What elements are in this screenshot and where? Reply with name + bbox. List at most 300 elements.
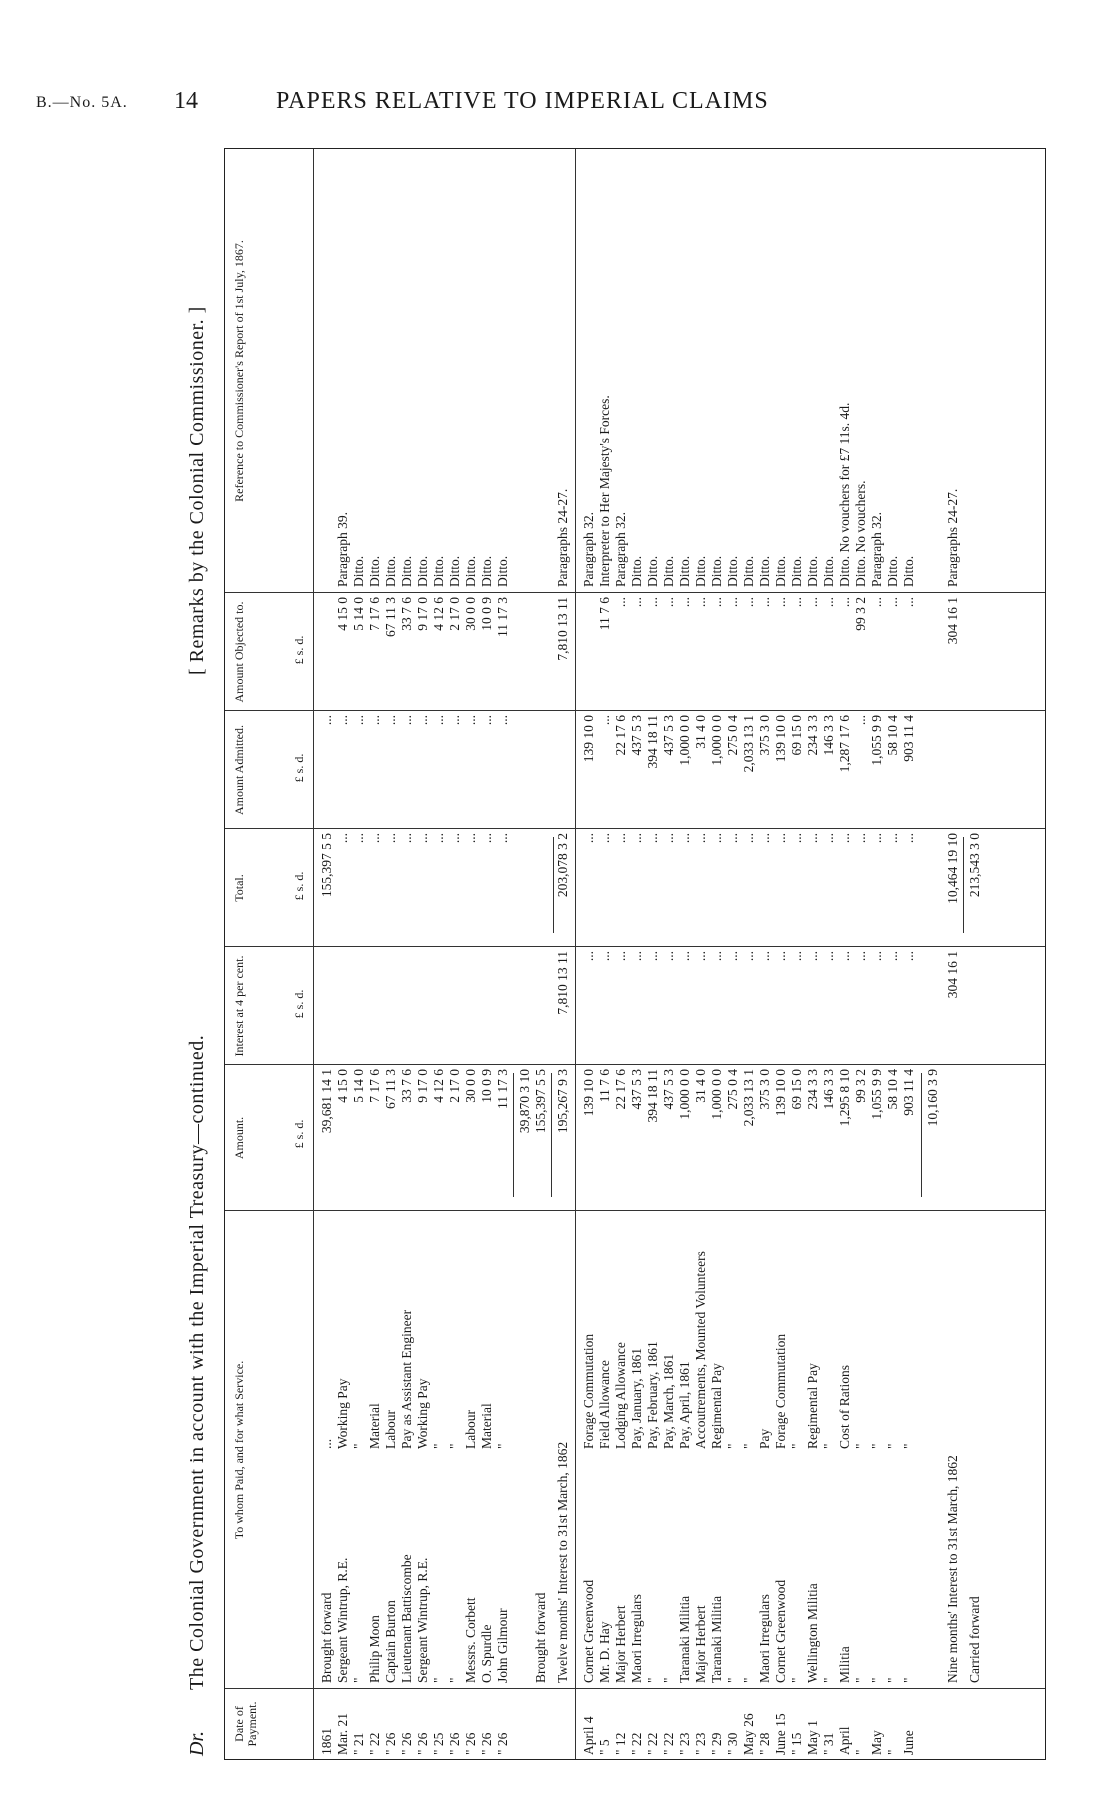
admitted-value: ... [383, 715, 398, 726]
payment-date: " 26 [399, 1732, 414, 1755]
payee: " [741, 1677, 756, 1683]
header-date: Date of Payment. [232, 1701, 259, 1747]
admitted-value: 234 3 3 [805, 715, 820, 756]
payee: Lieutenant Battiscombe [399, 1554, 414, 1683]
lsd-admitted: £ s. d. [292, 753, 306, 783]
payee: " [725, 1677, 740, 1683]
service: Working Pay [335, 1378, 350, 1449]
payment-date: " 26 [463, 1732, 478, 1755]
column-rule [225, 1064, 1045, 1065]
amount-value: 1,000 0 0 [677, 1069, 692, 1120]
subtotal-rule [513, 1073, 514, 1197]
reference-text: Ditto. [447, 555, 462, 587]
admitted-value: 1,055 9 9 [869, 715, 884, 766]
service: Material [479, 1403, 494, 1449]
service: " [901, 1443, 916, 1449]
amount-value: 31 4 0 [693, 1069, 708, 1103]
amount-value: 11 17 3 [495, 1069, 510, 1109]
total-rule [553, 837, 554, 933]
interest-value: ... [725, 951, 740, 962]
payee: Sergeant Wintrup, R.E. [415, 1557, 430, 1683]
payee: " [869, 1677, 884, 1683]
payee: Maori Irregulars [757, 1594, 772, 1683]
reference-text [319, 151, 335, 587]
objected-value: ... [693, 597, 708, 608]
admitted-value: 1,000 0 0 [677, 715, 692, 766]
interest-value: ... [901, 951, 916, 962]
service: Labour [463, 1410, 478, 1449]
objected-value: ... [789, 597, 804, 608]
objected-value: 4 15 0 [335, 597, 350, 631]
reference-text: Ditto. No vouchers. [853, 480, 868, 587]
payee: O. Spurdle [479, 1624, 494, 1683]
payee: Cornet Greenwood [581, 1579, 596, 1683]
section-rule [575, 149, 576, 1759]
subtotal-value: 195,267 9 3 [555, 1069, 570, 1134]
objected-value: 9 17 0 [415, 597, 430, 631]
header-interest: Interest at 4 per cent. [232, 955, 246, 1057]
objected-value: ... [613, 597, 628, 608]
interest-value: ... [773, 951, 788, 962]
payee: Major Herbert [613, 1605, 628, 1683]
payment-date: " 22 [629, 1732, 644, 1755]
interest-value: ... [661, 951, 676, 962]
service: " [741, 1443, 756, 1449]
total-value: ... [431, 833, 446, 844]
payee: " [661, 1677, 676, 1683]
reference-text: Ditto. [709, 555, 724, 587]
objected-value: 99 3 2 [853, 597, 868, 631]
payment-date: " 26 [383, 1732, 398, 1755]
interest-value: ... [821, 951, 836, 962]
lsd-interest: £ s. d. [292, 989, 306, 1019]
admitted-value: 31 4 0 [693, 715, 708, 749]
reference-text: Paragraphs 24-27. [945, 488, 960, 587]
objected-value: 4 12 6 [431, 597, 446, 631]
interest-value: ... [677, 951, 692, 962]
reference-text: Paragraph 39. [335, 512, 350, 587]
reference-text: Ditto. [757, 555, 772, 587]
reference-text: Ditto. [725, 555, 740, 587]
total-value: ... [335, 833, 350, 844]
payee: " [789, 1677, 804, 1683]
amount-value: 146 3 3 [821, 1069, 836, 1110]
objected-value: 304 16 1 [945, 597, 960, 645]
objected-value: 67 11 3 [383, 597, 398, 637]
interest-label: Nine months' Interest to 31st March, 1862 [945, 1455, 960, 1683]
total-value: ... [725, 833, 740, 844]
reference-text: Paragraph 32. [581, 512, 596, 587]
total-value: ... [901, 833, 916, 844]
interest-value: ... [629, 951, 644, 962]
total-value: 155,397 5 5 [319, 833, 334, 898]
amount-value: 139 10 0 [581, 1069, 596, 1117]
amount-value: 2,033 13 1 [741, 1069, 756, 1127]
objected-value: ... [677, 597, 692, 608]
header-rule [313, 149, 314, 1759]
amount-value: 2 17 0 [447, 1069, 462, 1103]
reference-text: Paragraph 32. [613, 512, 628, 587]
admitted-value: 394 18 11 [645, 715, 660, 769]
objected-value [319, 597, 335, 707]
amount-value: 9 17 0 [415, 1069, 430, 1103]
ledger-caption [180, 150, 216, 1760]
payment-date: " 26 [495, 1732, 510, 1755]
header-amount: Amount. [232, 1116, 246, 1160]
objected-value [581, 597, 597, 707]
service: Forage Commutation [773, 1333, 788, 1449]
payment-date: 1861 [319, 1728, 334, 1755]
amount-value: 1,055 9 9 [869, 1069, 884, 1120]
admitted-value: 375 3 0 [757, 715, 772, 756]
amount-value: 1,000 0 0 [709, 1069, 724, 1120]
objected-value: ... [709, 597, 724, 608]
objected-value: ... [741, 597, 756, 608]
objected-value: 10 0 9 [479, 597, 494, 631]
interest-value: ... [709, 951, 724, 962]
amount-value: 58 10 4 [885, 1069, 900, 1110]
admitted-value: 2,033 13 1 [741, 715, 756, 773]
total-rule [963, 837, 964, 933]
payment-date: " 12 [613, 1732, 628, 1755]
admitted-value: 139 10 0 [773, 715, 788, 763]
reference-text: Paragraph 32. [869, 512, 884, 587]
payment-date: April 4 [581, 1716, 596, 1755]
header-admitted: Amount Admitted. [232, 725, 246, 815]
total-value: ... [447, 833, 462, 844]
reference-text: Ditto. [383, 555, 398, 587]
lsd-objected: £ s. d. [292, 635, 306, 665]
payment-date: " 22 [645, 1732, 660, 1755]
reference-text: Ditto. [901, 555, 916, 587]
payee: Maori Irregulars [629, 1594, 644, 1683]
reference-text: Ditto. No vouchers for £7 11s. 4d. [837, 402, 852, 587]
amount-value: 99 3 2 [853, 1069, 868, 1103]
amount-value: 69 15 0 [789, 1069, 804, 1110]
payment-date: " 29 [709, 1732, 724, 1755]
total-value: ... [741, 833, 756, 844]
amount-value: 139 10 0 [773, 1069, 788, 1117]
reference-text: Ditto. [645, 555, 660, 587]
interest-value: 7,810 13 11 [555, 951, 570, 1015]
total-value: ... [837, 833, 852, 844]
reference-text: Ditto. [495, 555, 510, 587]
brought-forward-label: Brought forward [533, 1592, 548, 1683]
service: " [885, 1443, 900, 1449]
total-value: ... [399, 833, 414, 844]
total-value: ... [709, 833, 724, 844]
lsd-total: £ s. d. [292, 871, 306, 901]
admitted-value: ... [447, 715, 462, 726]
admitted-value: 22 17 6 [613, 715, 628, 756]
document-reference: B.—No. 5A. [36, 94, 128, 111]
service: Pay, January, 1861 [629, 1348, 644, 1449]
payment-date: May 1 [805, 1720, 820, 1755]
service: Pay as Assistant Engineer [399, 1309, 414, 1449]
column-rule [225, 828, 1045, 829]
admitted-value: 58 10 4 [885, 715, 900, 756]
payee: Taranaki Militia [709, 1595, 724, 1683]
payee: " [431, 1677, 446, 1683]
admitted-value: 437 5 3 [629, 715, 644, 756]
service: Regimental Pay [709, 1363, 724, 1449]
admitted-value: ... [335, 715, 350, 726]
amount-value: 4 12 6 [431, 1069, 446, 1103]
objected-value: ... [661, 597, 676, 608]
admitted-value: ... [597, 715, 612, 726]
service: Labour [383, 1410, 398, 1449]
interest-value: ... [613, 951, 628, 962]
account-caption: The Colonial Government in account with the Imperial Treasury—continued. [186, 1034, 208, 1690]
payee: " [645, 1677, 660, 1683]
carried-forward-label: Carried forward [967, 1596, 982, 1683]
payment-date: " [885, 1749, 900, 1755]
payee: Philip Moon [367, 1615, 382, 1683]
reference-text: Ditto. [661, 555, 676, 587]
payment-date: " 23 [693, 1732, 708, 1755]
total-value: ... [885, 833, 900, 844]
payee: Wellington Militia [805, 1583, 820, 1683]
interest-value: 304 16 1 [945, 951, 960, 999]
reference-text: Ditto. [789, 555, 804, 587]
interest-value: ... [757, 951, 772, 962]
reference-text: Ditto. [399, 555, 414, 587]
payment-date: " 25 [431, 1732, 446, 1755]
amount-value: 67 11 3 [383, 1069, 398, 1109]
admitted-value: 139 10 0 [581, 715, 596, 763]
service: " [853, 1443, 868, 1449]
payee: Brought forward [319, 1592, 334, 1683]
reference-text: Ditto. [805, 555, 820, 587]
amount-value: 30 0 0 [463, 1069, 478, 1103]
payee: Taranaki Militia [677, 1595, 692, 1683]
payee: Cornet Greenwood [773, 1579, 788, 1683]
service: " [725, 1443, 740, 1449]
service: " [869, 1443, 884, 1449]
admitted-value: ... [479, 715, 494, 726]
total-value: ... [645, 833, 660, 844]
total-value: ... [789, 833, 804, 844]
service: Pay, April, 1861 [677, 1361, 692, 1449]
interest-value: ... [805, 951, 820, 962]
objected-value: 11 17 3 [495, 597, 510, 637]
payment-date: April [837, 1726, 852, 1755]
remarks-caption: [ Remarks by the Colonial Commissioner. ] [186, 306, 208, 675]
amount-value: 22 17 6 [613, 1069, 628, 1110]
objected-value: ... [725, 597, 740, 608]
objected-value: 2 17 0 [447, 597, 462, 631]
service: " [821, 1443, 836, 1449]
payee: Mr. D. Hay [597, 1621, 612, 1683]
header-reference: Reference to Commissioner's Report of 1st July, 1867. [232, 240, 246, 502]
interest-value: ... [741, 951, 756, 962]
amount-value: 11 7 6 [597, 1069, 612, 1103]
interest-value: ... [581, 951, 596, 962]
reference-text: Ditto. [351, 555, 366, 587]
amount-value: 4 15 0 [335, 1069, 350, 1103]
payment-date: May 26 [741, 1713, 756, 1755]
payment-date: " 23 [677, 1732, 692, 1755]
reference-text: Ditto. [693, 555, 708, 587]
admitted-value: 1,000 0 0 [709, 715, 724, 766]
admitted-value: ... [463, 715, 478, 726]
objected-value: 7 17 6 [367, 597, 382, 631]
total-value: ... [821, 833, 836, 844]
admitted-value: ... [399, 715, 414, 726]
column-rule [225, 592, 1045, 593]
payment-date: June [901, 1730, 916, 1755]
payment-date: " 26 [479, 1732, 494, 1755]
brought-forward-value: 155,397 5 5 [533, 1069, 548, 1134]
interest-label: Twelve months' Interest to 31st March, 1862 [555, 1441, 570, 1683]
payee: " [447, 1677, 462, 1683]
objected-value: ... [901, 597, 916, 608]
admitted-value: ... [367, 715, 382, 726]
total-value: ... [869, 833, 884, 844]
objected-value: 30 0 0 [463, 597, 478, 631]
amount-value: 375 3 0 [757, 1069, 772, 1110]
reference-text: Ditto. [415, 555, 430, 587]
payment-date: June 15 [773, 1713, 788, 1755]
total-value: 203,078 3 2 [555, 833, 570, 898]
service: Regimental Pay [805, 1363, 820, 1449]
amount-value: 275 0 4 [725, 1069, 740, 1110]
carried-forward-value: 213,543 3 0 [967, 833, 982, 898]
payment-date: " 5 [597, 1739, 612, 1755]
payee: " [821, 1677, 836, 1683]
service: " [495, 1443, 510, 1449]
total-value: ... [495, 833, 510, 844]
payment-date: " 30 [725, 1732, 740, 1755]
total-value: ... [629, 833, 644, 844]
total-value: ... [613, 833, 628, 844]
header-objected: Amount Objected to. [232, 601, 246, 703]
interest-value: ... [869, 951, 884, 962]
interest-value: ... [693, 951, 708, 962]
admitted-value: ... [431, 715, 446, 726]
total-value: ... [597, 833, 612, 844]
total-value: ... [415, 833, 430, 844]
admitted-value: 275 0 4 [725, 715, 740, 756]
reference-text: Ditto. [431, 555, 446, 587]
amount-value: 903 11 4 [901, 1069, 916, 1116]
admitted-value: 437 5 3 [661, 715, 676, 756]
payment-date: " [853, 1749, 868, 1755]
objected-value: ... [885, 597, 900, 608]
interest-value: ... [789, 951, 804, 962]
total-value: ... [463, 833, 478, 844]
objected-value: 7,810 13 11 [555, 597, 570, 661]
service: " [447, 1443, 462, 1449]
amount-value: 234 3 3 [805, 1069, 820, 1110]
total-value: ... [853, 833, 868, 844]
page-header [36, 88, 1076, 118]
total-value: ... [581, 833, 596, 844]
total-value: ... [773, 833, 788, 844]
admitted-value: ... [415, 715, 430, 726]
objected-value: 11 7 6 [597, 597, 612, 631]
payment-date: " 26 [415, 1732, 430, 1755]
objected-value: ... [757, 597, 772, 608]
amount-value: 5 14 0 [351, 1069, 366, 1103]
total-value: ... [383, 833, 398, 844]
amount-value: 437 5 3 [629, 1069, 644, 1110]
interest-value: ... [837, 951, 852, 962]
service: " [431, 1443, 446, 1449]
column-rule [225, 1688, 1045, 1689]
reference-text: Ditto. [885, 555, 900, 587]
reference-text: Ditto. [741, 555, 756, 587]
payee: " [853, 1677, 868, 1683]
subtotal-value: 10,160 3 9 [925, 1069, 940, 1127]
subtotal-rule [551, 1073, 552, 1197]
reference-text: Ditto. [479, 555, 494, 587]
rotated-ledger [180, 150, 1060, 1760]
payment-date: " 22 [661, 1732, 676, 1755]
payment-date: " 26 [447, 1732, 462, 1755]
payment-date: " 31 [821, 1732, 836, 1755]
objected-value: ... [645, 597, 660, 608]
total-value: ... [367, 833, 382, 844]
amount-value: 394 18 11 [645, 1069, 660, 1123]
amount-value: 7 17 6 [367, 1069, 382, 1103]
service: Field Allowance [597, 1360, 612, 1449]
payment-date: " 21 [351, 1732, 366, 1755]
admitted-value: 1,287 17 6 [837, 715, 852, 773]
lsd-amount: £ s. d. [292, 1119, 306, 1149]
interest-value: ... [853, 951, 868, 962]
reference-text: Ditto. [463, 555, 478, 587]
debit-label: Dr. [186, 1730, 208, 1756]
service: Accoutrements, Mounted Volunteers [693, 1251, 708, 1449]
payee: Sergeant Wintrup, R.E. [335, 1557, 350, 1683]
admitted-value: 69 15 0 [789, 715, 804, 756]
payee: " [885, 1677, 900, 1683]
total-value: 10,464 19 10 [945, 833, 960, 904]
amount-value: 10 0 9 [479, 1069, 494, 1103]
payee: Militia [837, 1646, 852, 1683]
service: Material [367, 1403, 382, 1449]
payee: John Gilmour [495, 1608, 510, 1683]
admitted-value: ... [495, 715, 510, 726]
admitted-value: 903 11 4 [901, 715, 916, 762]
header-total: Total. [232, 874, 246, 902]
payment-date: " 28 [757, 1732, 772, 1755]
payee: Major Herbert [693, 1605, 708, 1683]
reference-text: Ditto. [367, 555, 382, 587]
admitted-value: 146 3 3 [821, 715, 836, 756]
reference-text: Ditto. [821, 555, 836, 587]
reference-text: Ditto. [677, 555, 692, 587]
ledger-table [224, 148, 1046, 1760]
payee: Messrs. Corbett [463, 1597, 478, 1683]
payment-date: Mar. 21 [335, 1713, 350, 1755]
interest-value: ... [645, 951, 660, 962]
column-rule [225, 1210, 1045, 1211]
interest-value: ... [597, 951, 612, 962]
payment-date: " 15 [789, 1732, 804, 1755]
service: Pay [757, 1428, 772, 1449]
service: ... [319, 1438, 334, 1449]
amount-value: 1,295 8 10 [837, 1069, 852, 1127]
reference-text: Paragraphs 24-27. [555, 488, 570, 587]
interest-value: ... [885, 951, 900, 962]
admitted-value: ... [853, 715, 868, 726]
service: Pay, February, 1861 [645, 1341, 660, 1449]
payee: " [351, 1677, 366, 1683]
objected-value: ... [773, 597, 788, 608]
service: " [351, 1443, 366, 1449]
